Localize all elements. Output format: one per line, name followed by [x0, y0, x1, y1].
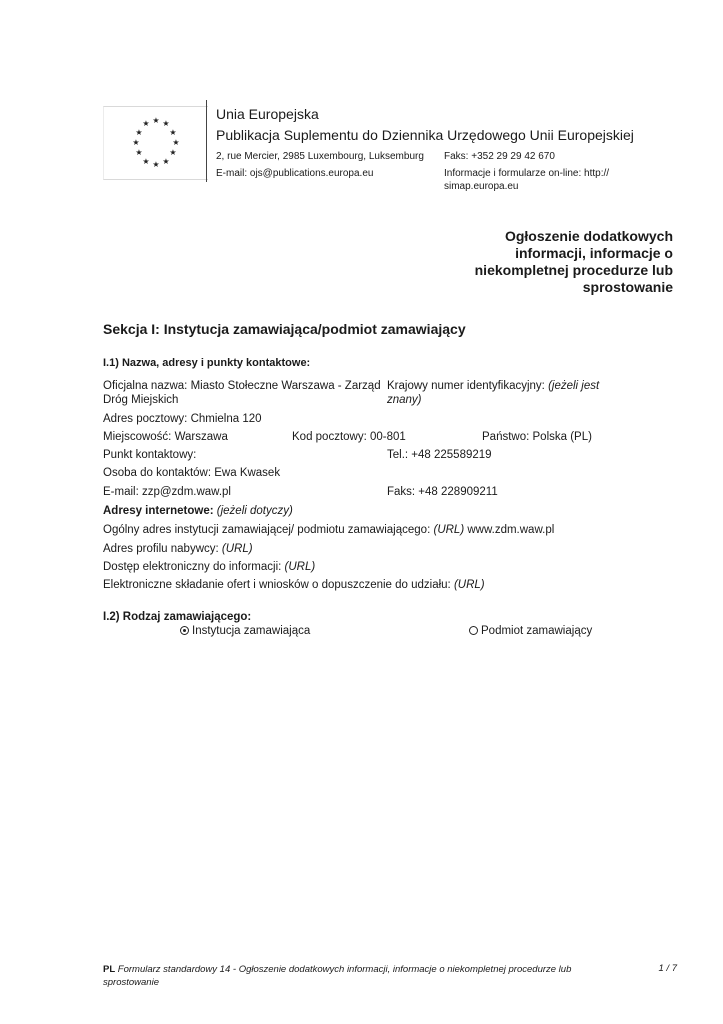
section-1-2-title: I.2) Rodzaj zamawiającego: — [103, 611, 252, 623]
country-value: Polska (PL) — [532, 431, 592, 443]
header-divider — [206, 100, 207, 182]
contact-person-label: Osoba do kontaktów: — [103, 467, 212, 479]
electronic-submission-label: Elektroniczne składanie ofert i wniosków o dopuszczenie do udziału: — [103, 579, 451, 591]
svg-text:★: ★ — [135, 128, 143, 137]
option-contracting-entity[interactable] — [469, 624, 592, 638]
header-publication: Publikacja Suplementu do Dziennika Urzędowego Unii Europejskiej — [216, 127, 634, 143]
document-title-line3: niekompletnej procedurze lub — [474, 262, 673, 278]
internet-addresses-hint: (jeżeli dotyczy) — [216, 505, 293, 517]
header-fax: Faks: +352 29 29 42 670 — [444, 151, 555, 162]
contact-person — [103, 466, 280, 480]
footer — [103, 963, 623, 989]
option-contracting-authority[interactable] — [180, 624, 310, 638]
national-id-label: Krajowy numer identyfikacyjny: — [387, 380, 545, 392]
option-contracting-entity-label: Podmiot zamawiający — [481, 625, 593, 637]
postal-address: Adres pocztowy: Chmielna 120 — [103, 413, 262, 425]
svg-text:★: ★ — [169, 128, 177, 137]
svg-text:★: ★ — [172, 138, 180, 147]
general-address-label: Ogólny adres instytucji zamawiającej/ podmiotu zamawiającego: — [103, 524, 431, 536]
header-eu: Unia Europejska — [216, 106, 319, 122]
eu-stars-icon — [104, 107, 208, 179]
buyer-profile — [103, 542, 253, 556]
footer-text-line1: Formularz standardowy 14 - Ogłoszenie dodatkowych informacji, informacje o niekompletnej procedurze lub — [117, 964, 572, 975]
telephone: Tel.: +48 225589219 — [387, 449, 492, 461]
page-number: 1 / 7 — [658, 963, 677, 974]
national-id-hint-line2: znany) — [387, 394, 422, 406]
header-info — [444, 167, 609, 193]
svg-text:★: ★ — [162, 119, 170, 128]
svg-text:★: ★ — [152, 116, 160, 125]
option-contracting-authority-label: Instytucja zamawiająca — [192, 625, 311, 637]
document-title — [433, 228, 673, 296]
footer-text-line2: sprostowanie — [103, 977, 159, 988]
document-title-line1: Ogłoszenie dodatkowych — [504, 228, 673, 244]
country-label: Państwo: — [482, 431, 530, 443]
fax: Faks: +48 228909211 — [387, 486, 498, 498]
electronic-access-hint: (URL) — [284, 561, 316, 573]
radio-selected-icon — [180, 626, 189, 635]
header-info-line2: simap.europa.eu — [444, 181, 519, 192]
document-title-line4: sprostowanie — [582, 279, 673, 295]
header-address: 2, rue Mercier, 2985 Luxembourg, Luksemburg — [216, 151, 424, 162]
official-name-value-line1: Miasto Stołeczne Warszawa - Zarząd — [190, 380, 381, 392]
section-1-1-title: I.1) Nazwa, adresy i punkty kontaktowe: — [103, 357, 311, 369]
city — [103, 430, 228, 444]
postal-code-label: Kod pocztowy: — [292, 431, 367, 443]
contact-point: Punkt kontaktowy: — [103, 449, 197, 461]
general-address — [103, 523, 554, 537]
eu-logo — [103, 106, 208, 180]
postal-code — [292, 430, 406, 444]
footer-lang: PL — [103, 964, 116, 975]
buyer-profile-hint: (URL) — [221, 543, 253, 555]
document-title-line2: informacji, informacje o — [515, 245, 673, 261]
svg-text:★: ★ — [135, 148, 143, 157]
official-name — [103, 379, 381, 393]
internet-addresses-label: Adresy internetowe: — [103, 505, 214, 517]
internet-addresses — [103, 504, 293, 518]
country — [482, 430, 592, 444]
general-address-link[interactable]: www.zdm.waw.pl — [467, 524, 555, 536]
svg-text:★: ★ — [132, 138, 140, 147]
section-title: Sekcja I: Instytucja zamawiająca/podmiot zamawiający — [103, 321, 466, 337]
email: E-mail: zzp@zdm.waw.pl — [103, 486, 231, 498]
national-id — [387, 379, 599, 393]
official-name-label: Oficjalna nazwa: — [103, 380, 188, 392]
electronic-access-label: Dostęp elektroniczny do informacji: — [103, 561, 282, 573]
official-name-value-line2: Dróg Miejskich — [103, 394, 179, 406]
national-id-hint-line1: (jeżeli jest — [548, 380, 600, 392]
header-email: E-mail: ojs@publications.europa.eu — [216, 168, 374, 179]
general-address-url-hint: (URL) — [433, 524, 465, 536]
radio-unselected-icon — [469, 626, 478, 635]
svg-text:★: ★ — [142, 157, 150, 166]
header-info-line1: Informacje i formularze on-line: http:// — [444, 168, 610, 179]
electronic-submission-hint: (URL) — [453, 579, 485, 591]
svg-text:★: ★ — [142, 119, 150, 128]
postal-code-value: 00-801 — [370, 431, 406, 443]
contact-person-value: Ewa Kwasek — [214, 467, 281, 479]
svg-text:★: ★ — [152, 160, 160, 169]
svg-text:★: ★ — [169, 148, 177, 157]
city-label: Miejscowość: — [103, 431, 172, 443]
svg-text:★: ★ — [162, 157, 170, 166]
buyer-profile-label: Adres profilu nabywcy: — [103, 543, 219, 555]
electronic-submission — [103, 578, 485, 592]
city-value: Warszawa — [174, 431, 228, 443]
electronic-access — [103, 560, 315, 574]
